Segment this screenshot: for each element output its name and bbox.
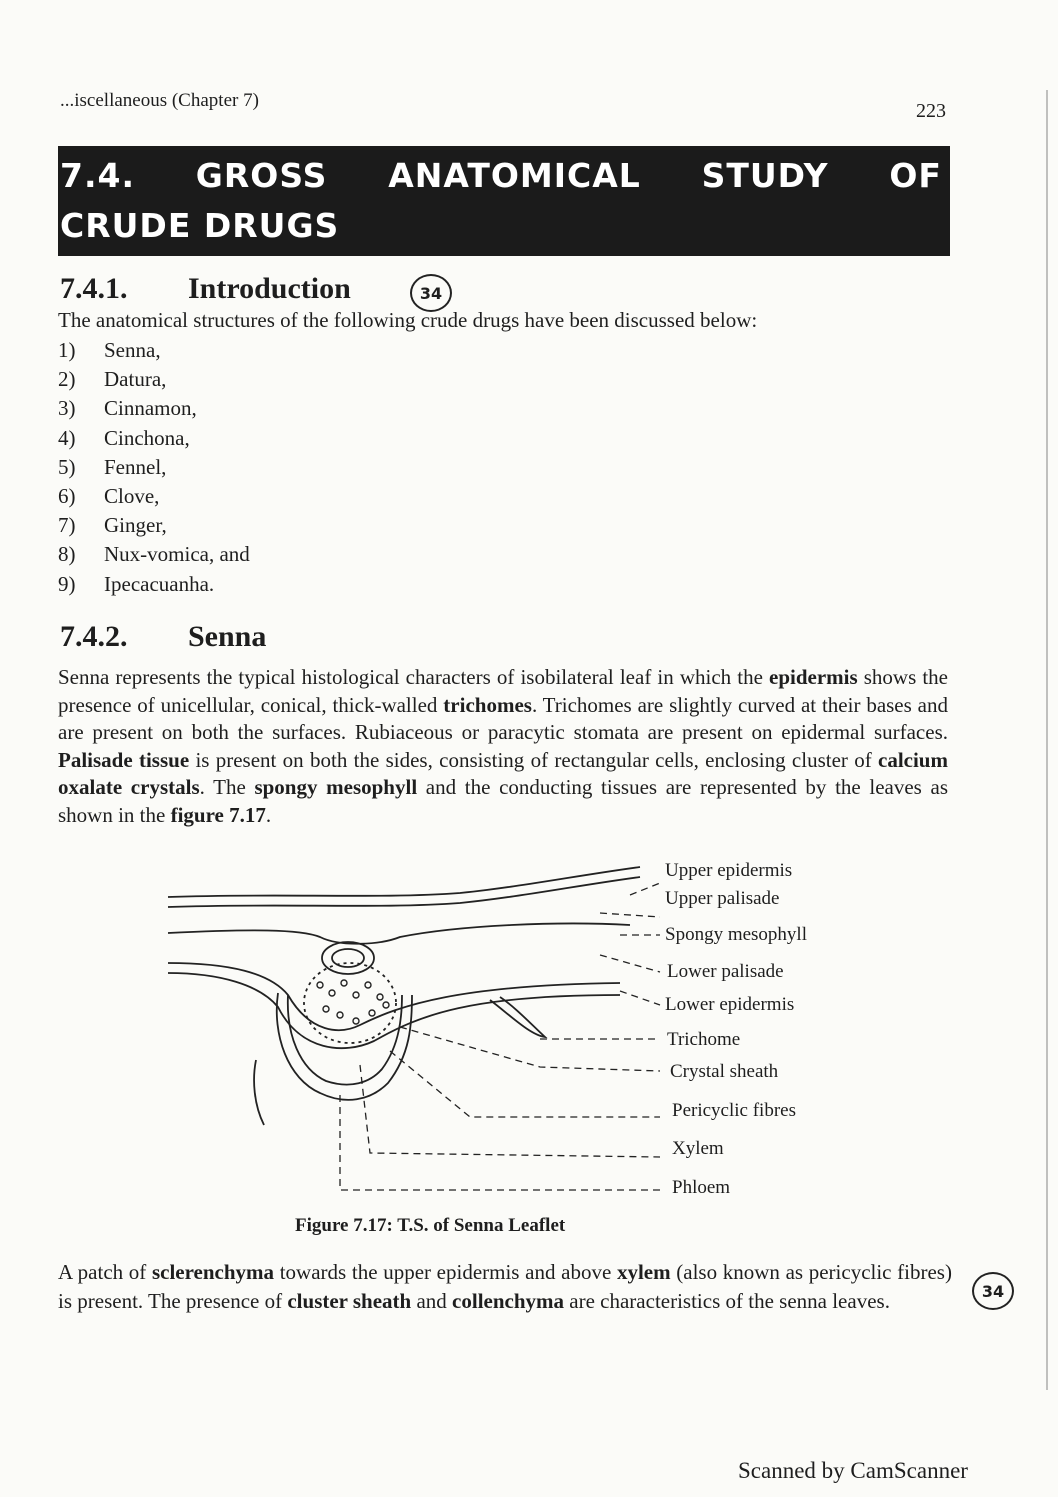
list-item-text: Clove, [104, 484, 160, 509]
bold-term: trichomes [443, 692, 532, 717]
list-item-text: Datura, [104, 367, 167, 392]
running-head: ...iscellaneous (Chapter 7) [60, 90, 259, 111]
handwritten-mark: 34 [410, 274, 452, 312]
list-item [58, 453, 250, 482]
banner-word: GROSS [195, 156, 328, 195]
list-item [58, 540, 250, 569]
text-run: are characteristics of the senna leaves. [564, 1289, 890, 1313]
label-xylem: Xylem [672, 1138, 724, 1159]
label-crystal-sheath: Crystal sheath [670, 1061, 779, 1082]
list-item-text: Fennel, [104, 454, 167, 479]
text-run: A patch of [58, 1260, 152, 1284]
list-item-text: Nux-vomica, and [104, 542, 250, 567]
bold-term: spongy mesophyll [254, 775, 418, 799]
label-upper-epidermis: Upper epidermis [665, 860, 793, 881]
section-number: 7.4.2. [60, 620, 128, 653]
banner-section-number: 7.4. [60, 156, 135, 195]
bold-term: figure 7.17 [170, 802, 266, 827]
label-upper-palisade: Upper palisade [665, 888, 780, 909]
bold-term: sclerenchyma [151, 1260, 275, 1284]
spongy-mesophyll-line [168, 924, 630, 944]
intro-paragraph: The anatomical structures of the following crude drugs have been discussed below: [58, 308, 758, 332]
label-pericyclic-fibres: Pericyclic fibres [672, 1100, 796, 1121]
list-item-text: Cinnamon, [104, 396, 197, 421]
text-run: shows the presence of unicellular, conical, thick-walled [58, 665, 949, 717]
section-title: Introduction [188, 272, 351, 305]
list-item-number: 8) [58, 542, 76, 567]
section-heading-introduction [60, 272, 351, 306]
trichome [490, 997, 545, 1037]
bold-term: epidermis [769, 665, 858, 689]
text-run: is present on both the sides, consisting of rectangular cells, enclosing cluster of [189, 747, 878, 772]
list-item-number: 6) [58, 484, 76, 509]
list-item-number: 1) [58, 338, 76, 362]
list-item-text: Ipecacuanha. [104, 571, 215, 596]
upper-epidermis-line [168, 867, 640, 897]
list-item [58, 511, 250, 540]
list-item [58, 570, 250, 599]
senna-paragraph [58, 664, 948, 829]
chapter-section-banner [58, 146, 950, 256]
vascular-bundle [304, 963, 396, 1043]
banner-word: OF [889, 156, 942, 195]
bold-term: Palisade tissue [58, 747, 190, 772]
text-run: Senna represents the typical histological characters of isobilateral leaf in which the [58, 665, 769, 689]
label-lower-epidermis: Lower epidermis [665, 994, 795, 1015]
upper-palisade-line [168, 877, 640, 907]
list-item-number: 4) [58, 425, 76, 450]
bold-term: xylem [616, 1260, 671, 1284]
label-leader-lines [340, 883, 660, 1190]
list-item [58, 482, 250, 511]
list-item-text: Cinchona, [104, 425, 190, 450]
page-number: 223 [916, 100, 946, 122]
banner-word: STUDY [701, 156, 829, 195]
banner-word: ANATOMICAL [388, 156, 641, 195]
list-item-number: 2) [58, 367, 76, 392]
text-run: . [265, 802, 272, 827]
banner-title-line2: CRUDE DRUGS [60, 206, 340, 245]
page-edge-shadow [1046, 90, 1048, 1390]
crude-drug-list [58, 336, 250, 599]
list-item-number: 5) [58, 454, 76, 479]
closing-paragraph [58, 1258, 952, 1316]
handwritten-mark: 34 [972, 1272, 1014, 1310]
section-heading-senna [60, 620, 266, 654]
text-run: . The [199, 775, 255, 799]
list-item-number: 9) [58, 571, 76, 596]
list-item-text: Senna, [104, 338, 161, 362]
label-phloem: Phloem [672, 1177, 731, 1198]
list-item [58, 336, 250, 365]
bold-term: collenchyma [452, 1289, 565, 1313]
list-item [58, 365, 250, 394]
list-item [58, 394, 250, 423]
bold-term: cluster sheath [287, 1289, 412, 1313]
lower-trichome [254, 1060, 264, 1125]
bold-term: calcium oxalate crystals [58, 747, 948, 799]
text-run: towards the upper epidermis and above [274, 1260, 617, 1284]
text-run: (also known as pericyclic fibres) is present. The presence of [58, 1260, 952, 1313]
text-run: and the conducting tissues are represented by the leaves as shown in the [58, 775, 948, 827]
figure-caption: Figure 7.17: T.S. of Senna Leaflet [295, 1215, 566, 1236]
text-run: . Trichomes are slightly curved at their bases and are present on both the surfaces. Rubiaceous or paracytic stomata are present on epidermal surfaces. [58, 692, 948, 744]
section-number: 7.4.1. [60, 272, 128, 305]
pericyclic-fibre-patch [322, 942, 374, 974]
text-run: and [411, 1289, 453, 1313]
list-item-text: Ginger, [104, 513, 167, 538]
list-item-number: 3) [58, 396, 76, 421]
label-lower-palisade: Lower palisade [667, 961, 784, 982]
senna-leaflet-diagram [160, 855, 850, 1205]
scanner-watermark: Scanned by CamScanner [738, 1458, 968, 1483]
label-trichome: Trichome [667, 1029, 741, 1050]
section-title: Senna [188, 620, 267, 653]
list-item [58, 424, 250, 453]
label-spongy-mesophyll: Spongy mesophyll [665, 924, 807, 945]
list-item-number: 7) [58, 513, 76, 538]
